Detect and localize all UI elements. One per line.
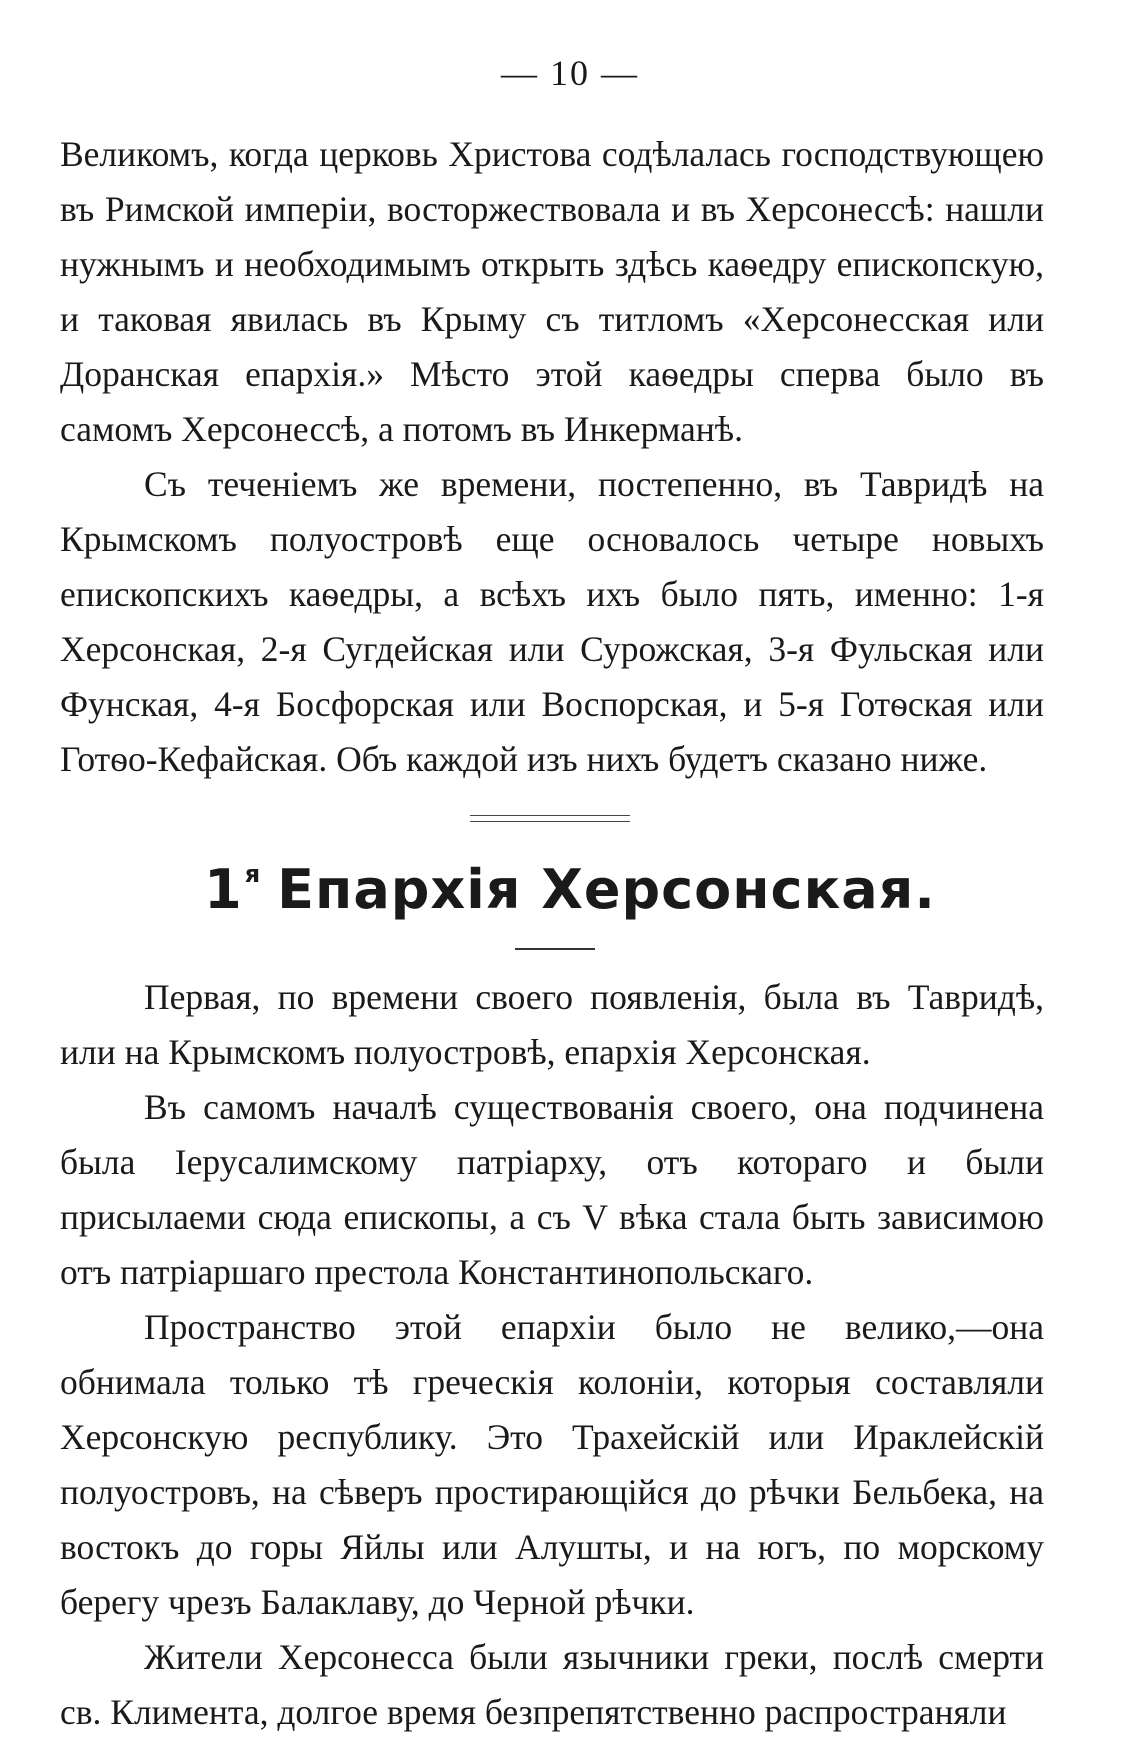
paragraph: Съ теченіемъ же времени, постепенно, въ Тавридѣ на Крымскомъ полуостровѣ еще основалось четыре новыхъ епископскихъ каѳедры, а всѣхъ ихъ было пять, именно: 1-я Херсонская, 2-я Сугдейская или Сурожская, 3-я Фульская или Фунская, 4-я Босфорская или Воспорская, и 5-я Готѳская или Готѳо-Кефайская. Объ каждой изъ нихъ будетъ сказано ниже. <box>60 464 1044 779</box>
paragraph: Великомъ, когда церковь Христова содѣлалась господствующею въ Римской имперіи, восторжествовала и въ Херсонессѣ: нашли нужнымъ и необходимымъ открыть здѣсь каѳедру епископскую, и таковая явилась въ Крыму съ титломъ «Херсонесская или Доранская епархія.» Мѣсто этой каѳедры сперва было въ самомъ Херсонессѣ, а потомъ въ Инкерманѣ. <box>60 134 1044 449</box>
paragraph: Пространство этой епархіи было не велико,—она обнимала только тѣ греческія колоніи, которыя составляли Херсонскую республику. Это Трахейскій или Ираклейскій полуостровъ, на сѣверъ простирающійся до рѣчки Бельбека, на востокъ до горы Яйлы или Алушты, и на югъ, по морскому берегу чрезъ Балаклаву, до Черной рѣчки. <box>60 1307 1044 1622</box>
section-title: Епархія Херсонская. <box>277 858 936 921</box>
section-number: 1 <box>204 858 243 921</box>
section-heading <box>0 858 1140 921</box>
section-divider <box>470 815 630 822</box>
page-number: — 10 — <box>501 53 639 93</box>
paragraph: Въ самомъ началѣ существованія своего, она подчинена была Іерусалимскому патріарху, отъ котораго и были присылаеми сюда епископы, а съ V вѣка стала быть зависимою отъ патріаршаго престола Константинопольскаго. <box>60 1087 1044 1292</box>
section-body <box>60 970 1044 1740</box>
intro-text <box>60 127 1044 787</box>
heading-underline <box>515 948 595 950</box>
section-number-suffix: я <box>244 860 262 888</box>
paragraph: Жители Херсонесса были язычники греки, послѣ смерти св. Климента, долгое время безпрепятственно распространяли <box>60 1637 1044 1732</box>
paragraph: Первая, по времени своего появленія, была въ Тавридѣ, или на Крымскомъ полуостровѣ, епархія Херсонская. <box>60 977 1044 1072</box>
